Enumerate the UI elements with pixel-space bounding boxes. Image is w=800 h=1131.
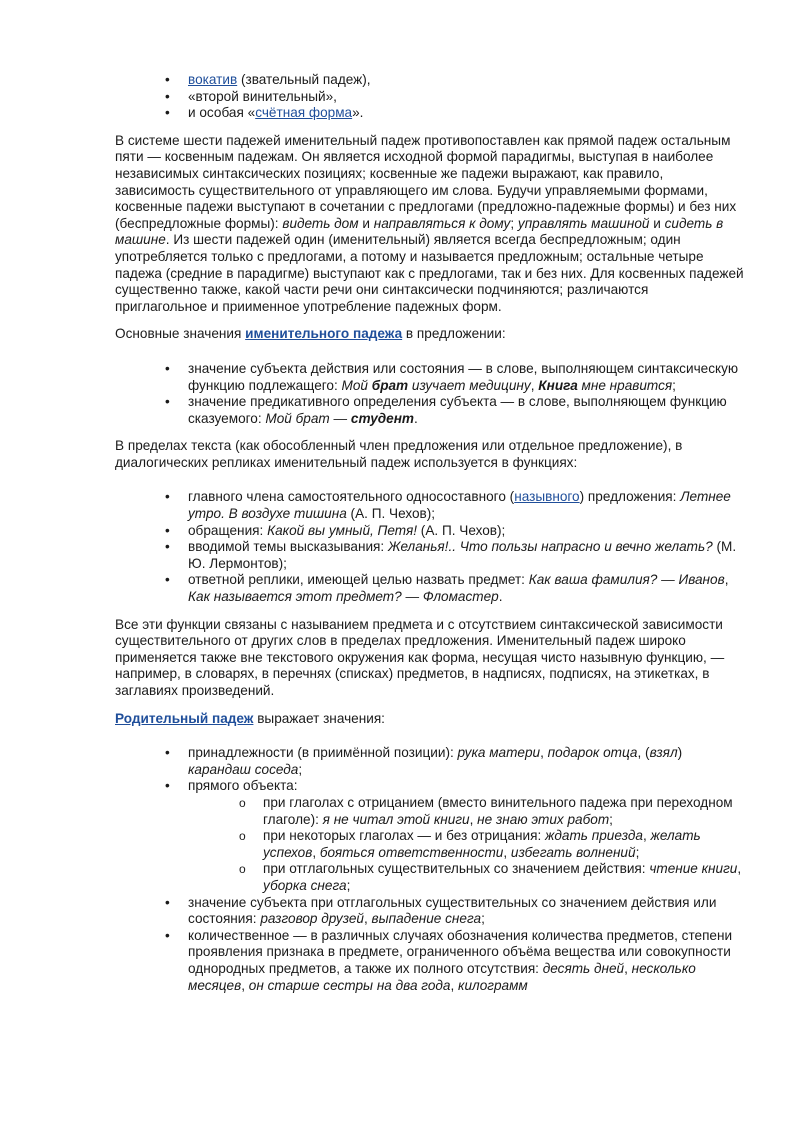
list-item: • и особая «счётная форма».: [115, 105, 744, 122]
list-item: • главного члена самостоятельного односоставного (назывного) предложения: Летнее утро. В воздухе тишина (А. П. Чехов);: [115, 489, 744, 522]
paragraph-naming-function: Все эти функции связаны с называнием предмета и с отсутствием синтаксической зависимости существительного от других слов в пределах предложения. Именительный падеж широко применяется также вне текстового окружения как форма, несущая чисто назывную функцию, — например, в словарях, в перечнях (списках) предметов, в надписях, подписях, на этикетках, в заглавиях произведений.: [115, 616, 725, 698]
direct-object-sublist: [188, 795, 744, 895]
count-form-link[interactable]: счётная форма: [255, 105, 353, 121]
list-item: • обращения: Какой вы умный, Петя! (А. П. Чехов);: [115, 523, 744, 540]
sublist-item: o при некоторых глаголах — и без отрицания: ждать приезда, желать успехов, бояться ответственности, избегать волнений;: [115, 828, 744, 861]
list-item: • значение субъекта действия или состояния — в слове, выполняющем синтаксическую функцию подлежащего: Мой брат изучает медицину, Книга мне нравится;: [115, 361, 744, 394]
list-item: • значение предикативного определения субъекта — в слове, выполняющем функцию сказуемого: Мой брат — студент.: [115, 394, 744, 427]
list-item: • значение субъекта при отглагольных существительных со значением действия или состояния: разговор друзей, выпадение снега;: [115, 895, 744, 928]
genitive-intro: Родительный падеж выражает значения:: [115, 710, 385, 726]
genitive-meanings-list: [115, 745, 744, 994]
nominative-intro: Основные значения именительного падежа в предложении:: [115, 326, 506, 342]
nominative-functions-list: [115, 489, 744, 605]
list-item: • «второй винительный»,: [115, 89, 744, 106]
list-item: • вокатив (звательный падеж),: [115, 72, 744, 89]
list-item: • вводимой темы высказывания: Желанья!.. Что пользы напрасно и вечно желать? (М. Ю. Лермонтов);: [115, 539, 744, 572]
genitive-case-link[interactable]: Родительный падеж: [115, 710, 254, 726]
list-item: • ответной реплики, имеющей целью назвать предмет: Как ваша фамилия? — Иванов, Как называется этот предмет? — Фломастер.: [115, 572, 744, 605]
paragraph-case-system: В системе шести падежей именительный падеж противопоставлен как прямой падеж остальным пяти — косвенным падежам. Он является исходной формой парадигмы, выступая в наиболее независимых синтаксических позициях; косвенные же падежи выражают, как правило, зависимость существительного от управляющего им слова. Будучи управляемыми формами, косвенные падежи выступают в сочетании с предлогами (предложно-падежные формы) и без них (беспредложные формы): видеть дом и направляться к дому; управлять машиной и сидеть в машине. Из шести падежей один (именительный) является всегда беспредложным; один употребляется только с предлогами, а потому и называется предложным; остальные четыре падежа (средние в парадигме) выступают как с предлогами, так и без них. Для косвенных падежей существенно также, какой части речи они синтаксически подчиняются; различаются приглагольное и приименное употребление падежных форм.: [115, 132, 744, 314]
nominative-meanings-list: [115, 361, 744, 427]
list-item: • количественное — в различных случаях обозначения количества предметов, степени проявления признака в предмете, ограниченного объёма вещества или совокупности однородных предметов, а также их полного отсутствия: десять дней, несколько месяцев, он старше сестры на два года, килограмм: [115, 928, 744, 994]
vocative-link[interactable]: вокатив: [188, 72, 238, 87]
sublist-item: o при глаголах с отрицанием (вместо винительного падежа при переходном глаголе): я не читал этой книги, не знаю этих работ;: [115, 795, 744, 828]
list-item: • принадлежности (в приимённой позиции): рука матери, подарок отца, (взял) карандаш соседа;: [115, 745, 744, 778]
list-item: • прямого объекта: o при глаголах с отрицанием (вместо винительного падежа при переходном глаголе): я не читал этой книги, не знаю этих работ; o при некоторых глаголах — и без отрицания: ждать приезда, желать успехов, бояться ответственности, избегать волнений; o при отглагольных существительных со значением действия: чтение книги, уборка снега;: [115, 778, 744, 894]
sublist-item: o при отглагольных существительных со значением действия: чтение книги, уборка снега;: [115, 861, 744, 894]
paragraph-text-functions: В пределах текста (как обособленный член предложения или отдельное предложение), в диалогических репликах именительный падеж используется в функциях:: [115, 438, 683, 470]
nominal-sentence-link[interactable]: назывного: [514, 489, 580, 505]
case-forms-list: [115, 72, 744, 122]
nominative-case-link[interactable]: именительного падежа: [245, 326, 403, 342]
